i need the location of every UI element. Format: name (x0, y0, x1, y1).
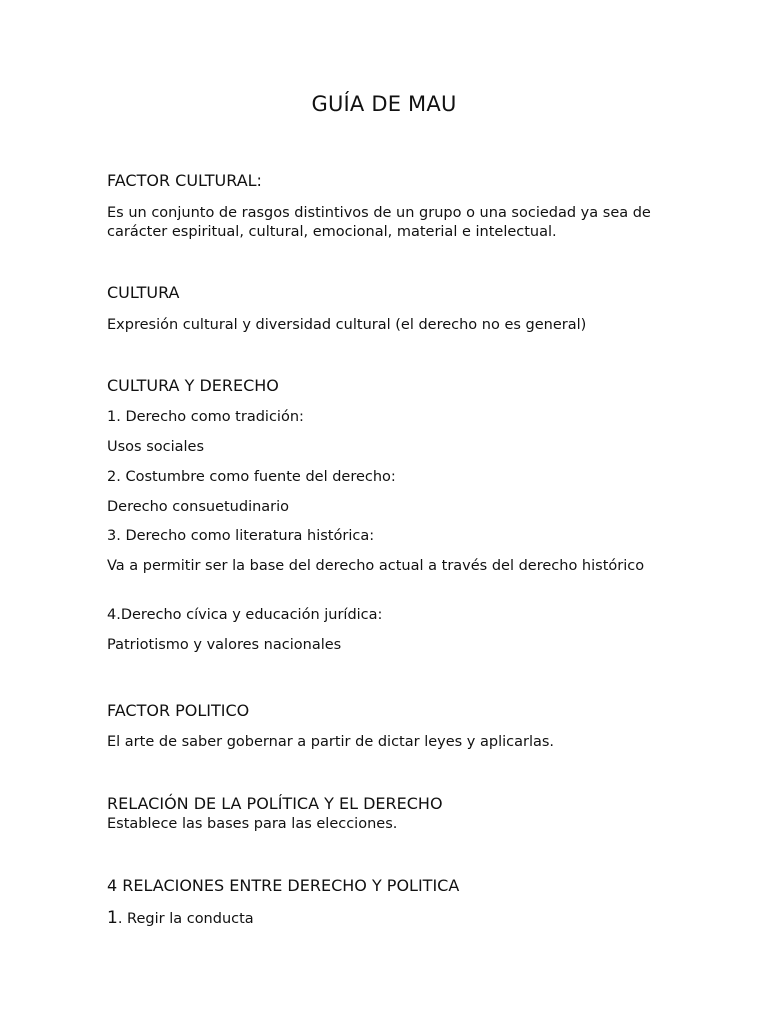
list-item: Patriotismo y valores nacionales (107, 637, 342, 653)
cultura-text: Expresión cultural y diversidad cultural (el derecho no es general) (107, 317, 587, 333)
page-title: GUÍA DE MAU (311, 92, 457, 116)
list-item: 1. Derecho como tradición: (107, 409, 304, 425)
item-number: 1 (107, 908, 118, 928)
factor-politico-text: El arte de saber gobernar a partir de dictar leyes y aplicarlas. (107, 734, 555, 750)
list-item: 3. Derecho como literatura histórica: (107, 528, 375, 544)
list-item: 2. Costumbre como fuente del derecho: (107, 469, 396, 485)
factor-cultural-text: Es un conjunto de rasgos distintivos de un grupo o una sociedad ya sea de carácter espiritual, cultural, emocional, material e intelectual. (107, 205, 651, 240)
heading-factor-politico: FACTOR POLITICO (107, 701, 250, 720)
relaciones-item-1 (107, 909, 254, 929)
relacion-politica-text: Establece las bases para las elecciones. (107, 816, 398, 832)
heading-cultura: CULTURA (107, 283, 180, 302)
list-item: Va a permitir ser la base del derecho actual a través del derecho histórico (107, 558, 645, 574)
list-item: 4.Derecho cívica y educación jurídica: (107, 607, 383, 623)
heading-cultura-derecho: CULTURA Y DERECHO (107, 376, 279, 395)
list-item: Derecho consuetudinario (107, 499, 290, 515)
item-text: . Regir la conducta (117, 911, 254, 927)
heading-factor-cultural: FACTOR CULTURAL: (107, 171, 262, 190)
list-item: Usos sociales (107, 439, 205, 455)
heading-relacion-politica: RELACIÓN DE LA POLÍTICA Y EL DERECHO (107, 794, 443, 813)
heading-relaciones: 4 RELACIONES ENTRE DERECHO Y POLITICA (107, 876, 460, 895)
